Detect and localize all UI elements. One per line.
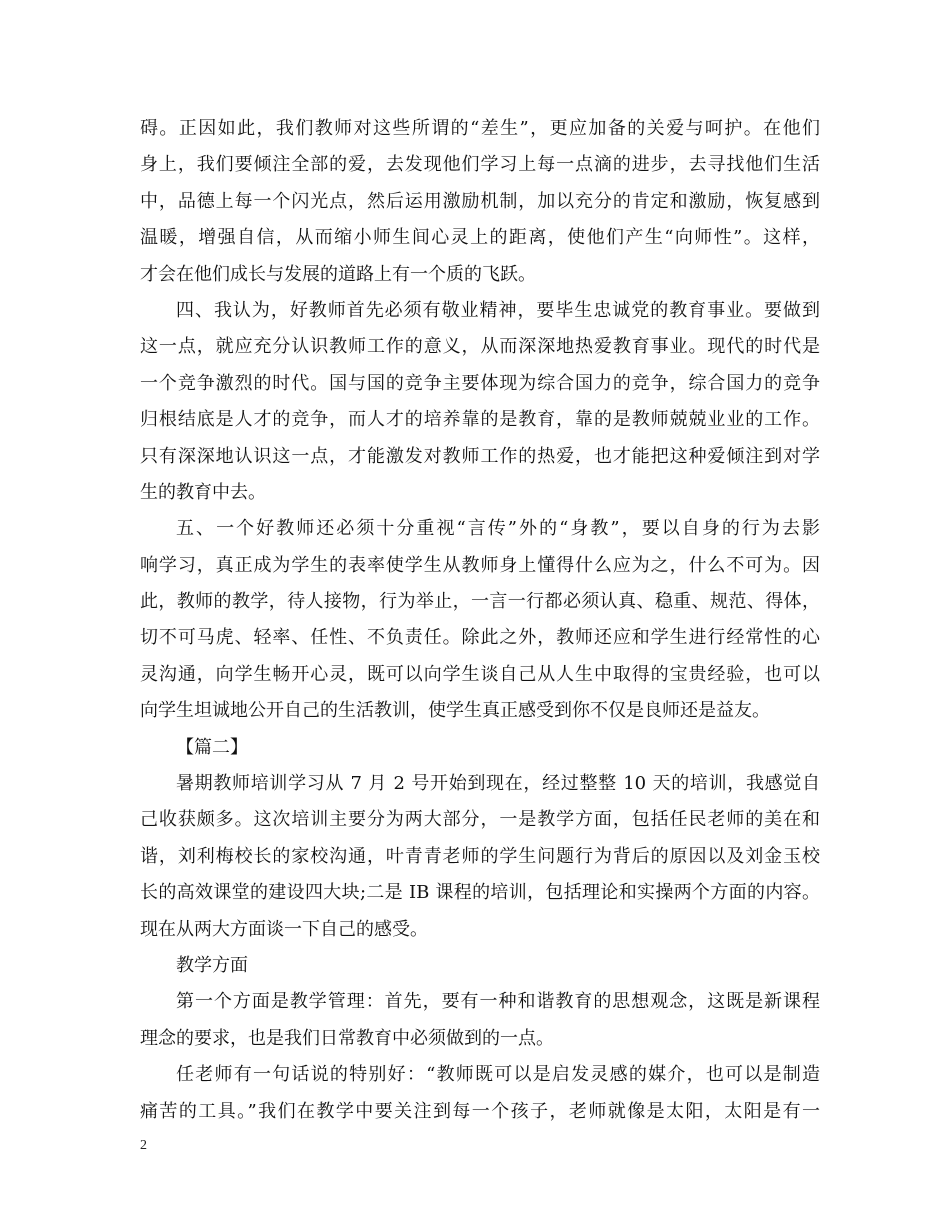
text-line: 教学方面 (176, 954, 248, 976)
text-line: 长的高效课堂的建设四大块;二是 IB 课程的培训，包括理论和实操两个方面的内容。 (140, 882, 820, 904)
page-number: 2 (140, 1138, 147, 1153)
text-line: 任老师有一句话说的特别好：“教师既可以是启发灵感的媒介，也可以是制造 (176, 1064, 820, 1086)
text-line: 切不可马虎、轻率、任性、不负责任。除此之外，教师还应和学生进行经常性的心 (140, 627, 820, 649)
text-line: 身上，我们要倾注全部的爱，去发现他们学习上每一点滴的进步，去寻找他们生活 (140, 154, 820, 176)
text-line: 五、一个好教师还必须十分重视“言传”外的“身教”，要以自身的行为去影 (176, 518, 820, 540)
text-line: 现在从两大方面谈一下自己的感受。 (140, 918, 428, 940)
text-line: 向学生坦诚地公开自己的生活教训，使学生真正感受到你不仅是良师还是益友。 (140, 700, 770, 722)
text-line: 己收获颇多。这次培训主要分为两大部分，一是教学方面，包括任民老师的美在和 (140, 809, 820, 831)
text-line: 这一点，就应充分认识教师工作的意义，从而深深地热爱教育事业。现代的时代是 (140, 336, 820, 358)
text-line: 痛苦的工具。”我们在教学中要关注到每一个孩子，老师就像是太阳，太阳是有一 (140, 1100, 820, 1122)
text-line: 灵沟通，向学生畅开心灵，既可以向学生谈自己从人生中取得的宝贵经验，也可以 (140, 663, 820, 685)
text-line: 只有深深地认识这一点，才能激发对教师工作的热爱，也才能把这种爱倾注到对学 (140, 445, 820, 467)
text-line: 中，品德上每一个闪光点，然后运用激励机制，加以充分的肯定和激励，恢复感到 (140, 190, 820, 212)
text-line: 生的教育中去。 (140, 481, 266, 503)
text-line: 谐，刘利梅校长的家校沟通，叶青青老师的学生问题行为背后的原因以及刘金玉校 (140, 845, 820, 867)
text-line: 第一个方面是教学管理：首先，要有一种和谐教育的思想观念，这既是新课程 (176, 991, 820, 1013)
text-line: 碍。正因如此，我们教师对这些所谓的“差生”，更应加备的关爱与呵护。在他们 (140, 118, 820, 139)
text-line: 温暖，增强自信，从而缩小师生间心灵上的距离，使他们产生“向师性”。这样， (140, 227, 820, 249)
text-line: 暑期教师培训学习从 7 月 2 号开始到现在，经过整整 10 天的培训，我感觉自 (176, 773, 820, 795)
text-line: 才会在他们成长与发展的道路上有一个质的飞跃。 (140, 263, 536, 285)
text-line: 一个竞争激烈的时代。国与国的竞争主要体现为综合国力的竞争，综合国力的竞争 (140, 372, 820, 394)
text-line: 四、我认为，好教师首先必须有敬业精神，要毕生忠诚党的教育事业。要做到 (176, 299, 820, 321)
text-line: 【篇二】 (176, 736, 248, 758)
text-line: 理念的要求，也是我们日常教育中必须做到的一点。 (140, 1027, 554, 1049)
text-line: 归根结底是人才的竞争，而人才的培养靠的是教育，靠的是教师兢兢业业的工作。 (140, 409, 820, 431)
text-line: 响学习，真正成为学生的表率使学生从教师身上懂得什么应为之，什么不可为。因 (140, 554, 820, 576)
text-line: 此，教师的教学，待人接物，行为举止，一言一行都必须认真、稳重、规范、得体， (140, 591, 820, 613)
document-body (140, 111, 820, 1130)
